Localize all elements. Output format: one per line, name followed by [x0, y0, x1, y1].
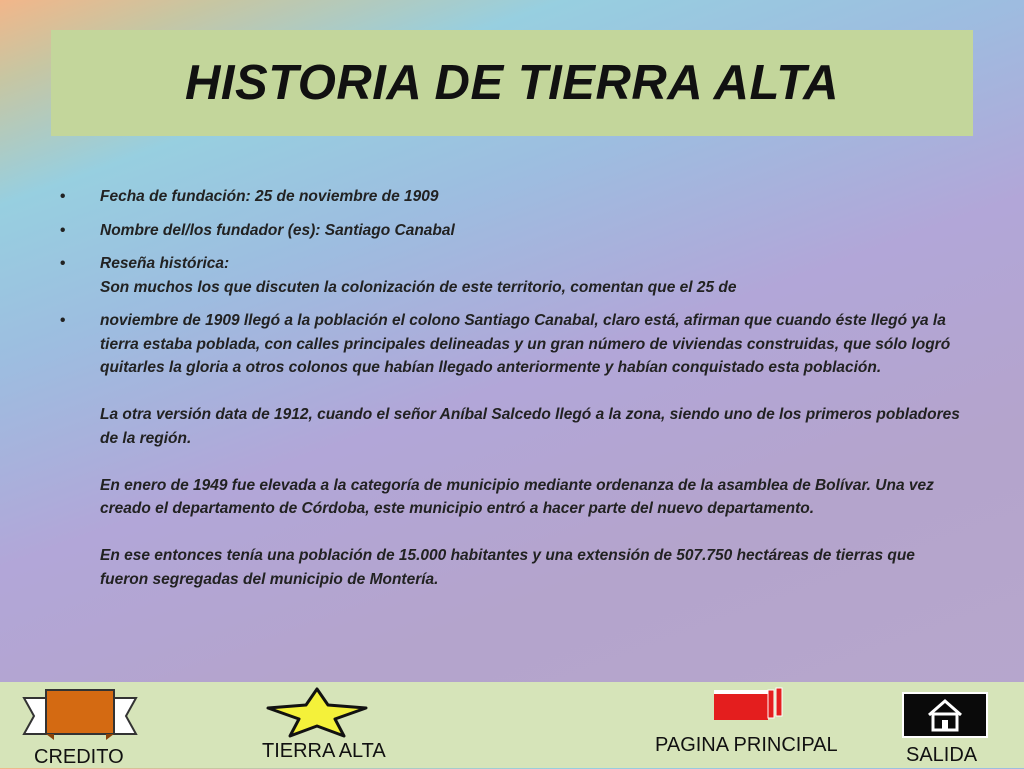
bullet-marker: • [60, 255, 66, 272]
red-flag-icon [710, 686, 790, 728]
slide-title: HISTORIA DE TIERRA ALTA [185, 56, 839, 110]
resena-heading: Reseña histórica: [100, 255, 230, 272]
historia-paragraph-4: En ese entonces tenía una población de 15.000 habitantes y una extensión de 507.750 hectáreas de tierras que fueron segregadas del municipio de Montería. [100, 547, 915, 588]
bullet-marker: • [60, 188, 66, 205]
salida-label: SALIDA [906, 744, 978, 766]
footer-nav-bar [0, 682, 1024, 768]
pagina-principal-label: PAGINA PRINCIPAL [655, 734, 838, 756]
credito-button[interactable] [20, 684, 140, 766]
pagina-principal-button[interactable] [650, 684, 855, 764]
fundador-text: Nombre del/los fundador (es): Santiago Canabal [100, 221, 455, 239]
title-box [51, 30, 973, 136]
resena-intro-text: Son muchos los que discuten la colonización de este territorio, comentan que el 25 de [100, 278, 737, 296]
bullet-item-historia [60, 309, 965, 591]
historia-paragraph-3: En enero de 1949 fue elevada a la categoría de municipio mediante ordenanza de la asamblea de Bolívar. Una vez creado el departamento de Córdoba, este municipio entró a hacer parte del nuevo departamento. [100, 476, 934, 517]
banner-scroll-icon [20, 684, 140, 744]
historia-paragraph-1: noviembre de 1909 llegó a la población el colono Santiago Canabal, claro está, afirman que cuando éste llegó ya la tierra estaba poblada, con calles principales delineadas y un gran número de viviendas construidas, que sólo logró quitarles la gloria a otros colonos que habían llegado anteriormente y habían conquistado esta población. [100, 312, 951, 376]
bullet-item-resena [60, 252, 965, 299]
credito-label: CREDITO [34, 746, 124, 768]
star-icon [262, 686, 372, 738]
bullet-marker: • [60, 221, 66, 239]
content-area [60, 185, 965, 601]
historia-paragraph-2: La otra versión data de 1912, cuando el señor Aníbal Salcedo llegó a la zona, siendo uno de los primeros pobladores de la región. [100, 406, 960, 447]
bullet-item-fundador [60, 219, 965, 243]
tierra-alta-label: TIERRA ALTA [262, 740, 386, 762]
bullet-item-fecha [60, 185, 965, 209]
fecha-fundacion-text: Fecha de fundación: 25 de noviembre de 1909 [100, 188, 439, 205]
bullet-marker: • [60, 312, 66, 329]
home-icon [902, 692, 988, 738]
salida-button[interactable] [898, 692, 994, 766]
tierra-alta-button[interactable] [258, 684, 398, 766]
